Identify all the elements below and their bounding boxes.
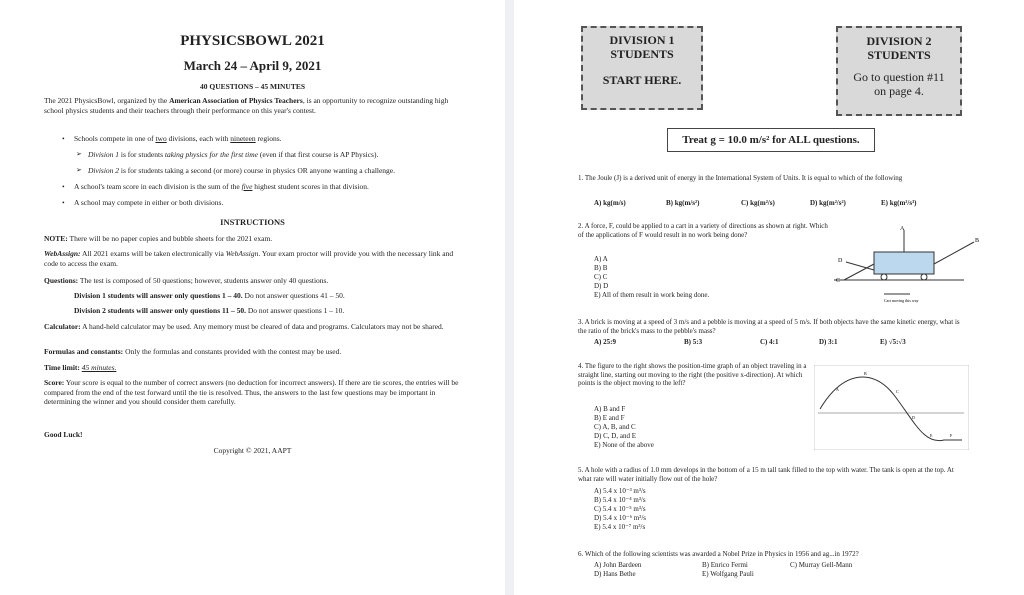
q3-option-d: D) 3:1 xyxy=(819,338,838,346)
left-page xyxy=(0,0,505,595)
score-text: Your score is equal to the number of correct answers (no deduction for incorrect answers). If there are tie scores, the entries will be compared from the end of the test forward until the tie is resolved. Thus, the answers to the last few questions may be important in determining the winner and you should consider them carefully. xyxy=(44,378,459,406)
bullet-divisions xyxy=(74,134,464,144)
graph-frame xyxy=(814,365,969,450)
q1-option-c: C) kg(m²/s) xyxy=(741,199,775,207)
q5-option-b: B) 5.4 x 10⁻⁴ m³/s xyxy=(594,496,646,504)
time-limit-label: Time limit: xyxy=(44,363,80,372)
questions-line xyxy=(44,276,474,286)
bullet-text: Schools compete in one of xyxy=(74,134,156,143)
q2-option-b: B) B xyxy=(594,264,608,272)
q1-option-b: B) kg(m/s²) xyxy=(666,199,700,207)
note-line xyxy=(44,234,474,244)
force-c-label: C xyxy=(836,278,841,284)
page-title: PHYSICSBOWL 2021 xyxy=(180,33,325,49)
question-1: 1. The Joule (J) is a derived unit of energy in the International System of Units. It is equal to which of the following xyxy=(578,174,903,182)
team-score-five: five xyxy=(241,182,253,191)
q4-option-d: D) C, D, and E xyxy=(594,432,636,440)
calculator-label: Calculator: xyxy=(44,322,81,331)
bullet-nineteen: nineteen xyxy=(230,134,256,143)
q3-option-a: A) 25:9 xyxy=(594,338,616,346)
instructions-heading: INSTRUCTIONS xyxy=(220,217,285,227)
note-label: NOTE: xyxy=(44,234,68,243)
right-page xyxy=(514,0,1024,595)
division-2-rule-bold: Division 2 students will answer only questions 11 – 50. xyxy=(74,306,246,315)
webassign-paragraph xyxy=(44,249,469,268)
bullet-text-mid: divisions, each with xyxy=(166,134,231,143)
division-1-label: Division 1 xyxy=(88,150,120,159)
bullet-team-score xyxy=(74,182,464,192)
q4-option-e: E) None of the above xyxy=(594,441,654,449)
q6-option-a: A) John Bardeen xyxy=(594,561,642,569)
division-2-goto: Go to question #11 xyxy=(853,70,945,84)
division-1-students: STUDENTS xyxy=(610,47,674,61)
intro-org: American Association of Physics Teachers xyxy=(169,96,303,105)
q3-option-c: C) 4:1 xyxy=(760,338,779,346)
team-score-text-end: highest student scores in that division. xyxy=(252,182,369,191)
intro-text: The 2021 PhysicsBowl, organized by the xyxy=(44,96,170,105)
division-2-text: is for students taking a second (or more) course in physics OR anyone wanting a challenge. xyxy=(119,166,396,175)
division-2-rule-text: Do not answer questions 1 – 10. xyxy=(245,306,345,315)
q2-option-c: C) C xyxy=(594,273,608,281)
division-1-italic: taking physics for the first time xyxy=(164,150,259,159)
force-d-label: D xyxy=(838,258,843,264)
contest-dates: March 24 – April 9, 2021 xyxy=(183,58,322,73)
q6-option-c: C) Murray Gell-Mann xyxy=(790,561,853,569)
bullet-text-end: regions. xyxy=(255,134,282,143)
q4-option-b: B) E and F xyxy=(594,414,625,422)
formulas-label: Formulas and constants: xyxy=(44,347,124,356)
point-d-label: D xyxy=(912,415,915,420)
arrow-division-2 xyxy=(88,166,478,176)
question-6: 6. Which of the following scientists was awarded a Nobel Prize in Physics in 1956 and ag...in 1972? xyxy=(578,550,859,558)
score-paragraph xyxy=(44,378,469,407)
copyright: Copyright © 2021, AAPT xyxy=(213,446,292,455)
q2-option-a: A) A xyxy=(594,255,608,263)
division-1-start: START HERE. xyxy=(602,73,682,87)
q1-option-e: E) kg(m²/s³) xyxy=(881,199,917,207)
q2-option-e: E) All of them result in work being done. xyxy=(594,291,710,299)
calculator-text: A hand-held calculator may be used. Any memory must be cleared of data and programs. Calculators may not be shared. xyxy=(80,322,444,331)
q1-option-a: A) kg(m/s) xyxy=(594,199,626,207)
time-limit-value: 45 minutes. xyxy=(81,363,117,372)
division-1-rule xyxy=(74,291,474,301)
team-score-text: A school's team score in each division is the sum of the xyxy=(74,182,242,191)
division-1-box xyxy=(581,26,703,110)
cart-body xyxy=(874,252,934,274)
cart-wheel-right xyxy=(921,274,927,280)
q5-option-c: C) 5.4 x 10⁻⁵ m³/s xyxy=(594,505,646,513)
division-2-rule xyxy=(74,306,474,316)
q3-option-b: B) 5:3 xyxy=(684,338,703,346)
note-text: There will be no paper copies and bubble sheets for the 2021 exam. xyxy=(67,234,273,243)
question-3: 3. A brick is moving at a speed of 3 m/s and a pebble is moving at a speed of 5 m/s. If both objects have the same kinetic energy, what is the ratio of the brick's mass to the pebble's mass? xyxy=(578,318,960,335)
division-2-title: DIVISION 2 xyxy=(866,34,932,48)
division-2-box xyxy=(836,26,962,116)
q6-option-e: E) Wolfgang Pauli xyxy=(702,570,754,578)
intro-paragraph xyxy=(44,96,464,115)
division-1-rule-bold: Division 1 students will answer only questions 1 – 40. xyxy=(74,291,243,300)
bullet-compete: • A school may compete in either or both divisions. xyxy=(74,198,464,208)
point-a-label: A xyxy=(836,387,839,392)
arrow-division-1 xyxy=(88,150,468,160)
formulas-text: Only the formulas and constants provided with the contest may be used. xyxy=(123,347,342,356)
division-1-rule-text: Do not answer questions 41 – 50. xyxy=(242,291,345,300)
gravity-note: Treat g = 10.0 m/s² for ALL questions. xyxy=(667,128,875,152)
good-luck: Good Luck! xyxy=(44,430,83,439)
q4-option-a: A) B and F xyxy=(594,405,626,413)
q4-option-c: C) A, B, and C xyxy=(594,423,636,431)
webassign-text: All 2021 exams will be taken electronically via xyxy=(80,249,226,258)
webassign-italic: WebAssign xyxy=(225,249,259,258)
intro-text-end: , is an opportunity to recognize outstanding high school physics students and their teachers through their performance on this year's contest. xyxy=(44,96,449,115)
score-label: Score: xyxy=(44,378,65,387)
q6-option-d: D) Hans Bethe xyxy=(594,570,636,578)
questions-text: The test is composed of 50 questions; however, students answer only 40 questions. xyxy=(78,276,329,285)
time-limit-line xyxy=(44,363,474,373)
q5-option-e: E) 5.4 x 10⁻⁷ m³/s xyxy=(594,523,646,531)
calculator-paragraph xyxy=(44,322,469,332)
q6-option-b: B) Enrico Fermi xyxy=(702,561,748,569)
q2-option-d: D) D xyxy=(594,282,609,290)
questions-label: Questions: xyxy=(44,276,79,285)
motion-caption: Cart moving this way xyxy=(884,298,919,303)
point-e-label: E xyxy=(930,433,933,438)
division-2-page: on page 4. xyxy=(874,84,924,98)
point-f-label: F xyxy=(950,433,953,438)
point-b-label: B xyxy=(864,371,867,376)
formulas-line xyxy=(44,347,474,357)
question-2: 2. A force, F, could be applied to a cart in a variety of directions as shown at right. Which of the applications of F would result in no work being done? xyxy=(578,222,828,239)
q1-option-d: D) kg(m²/s²) xyxy=(810,199,846,207)
question-5: 5. A hole with a radius of 1.0 mm develops in the bottom of a 15 m tall tank filled to the top with water. The tank is open at the top. At what rate will water initially flow out of the hole? xyxy=(578,466,954,483)
division-2-students: STUDENTS xyxy=(867,48,931,62)
force-b-arrow xyxy=(934,242,974,264)
q3-option-e: E) √5:√3 xyxy=(880,338,906,346)
division-2-label: Division 2 xyxy=(88,166,120,175)
force-a-label: A xyxy=(900,226,905,232)
division-1-text: is for students xyxy=(119,150,165,159)
q5-option-d: D) 5.4 x 10⁻⁶ m³/s xyxy=(594,514,646,522)
cart-wheel-left xyxy=(881,274,887,280)
force-b-label: B xyxy=(975,238,980,244)
bullet-two: two xyxy=(155,134,167,143)
webassign-text-end: . Your exam proctor will provide you with the necessary link and code to access the exam. xyxy=(44,249,454,268)
division-1-title: DIVISION 1 xyxy=(609,33,675,47)
cart-force-diagram xyxy=(834,222,984,312)
point-c-label: C xyxy=(896,389,899,394)
force-c-arrow xyxy=(844,264,874,280)
position-time-graph xyxy=(814,365,969,450)
question-4: 4. The figure to the right shows the position-time graph of an object traveling in a straight line, starting out moving to the right (the positive x-direction). At which points is the object moving to the left? xyxy=(578,362,807,388)
division-1-text-end: (even if that first course is AP Physics). xyxy=(258,150,379,159)
q5-option-a: A) 5.4 x 10⁻³ m³/s xyxy=(594,487,646,495)
contest-subtitle: 40 QUESTIONS – 45 MINUTES xyxy=(199,82,306,91)
webassign-label: WebAssign: xyxy=(44,249,81,258)
